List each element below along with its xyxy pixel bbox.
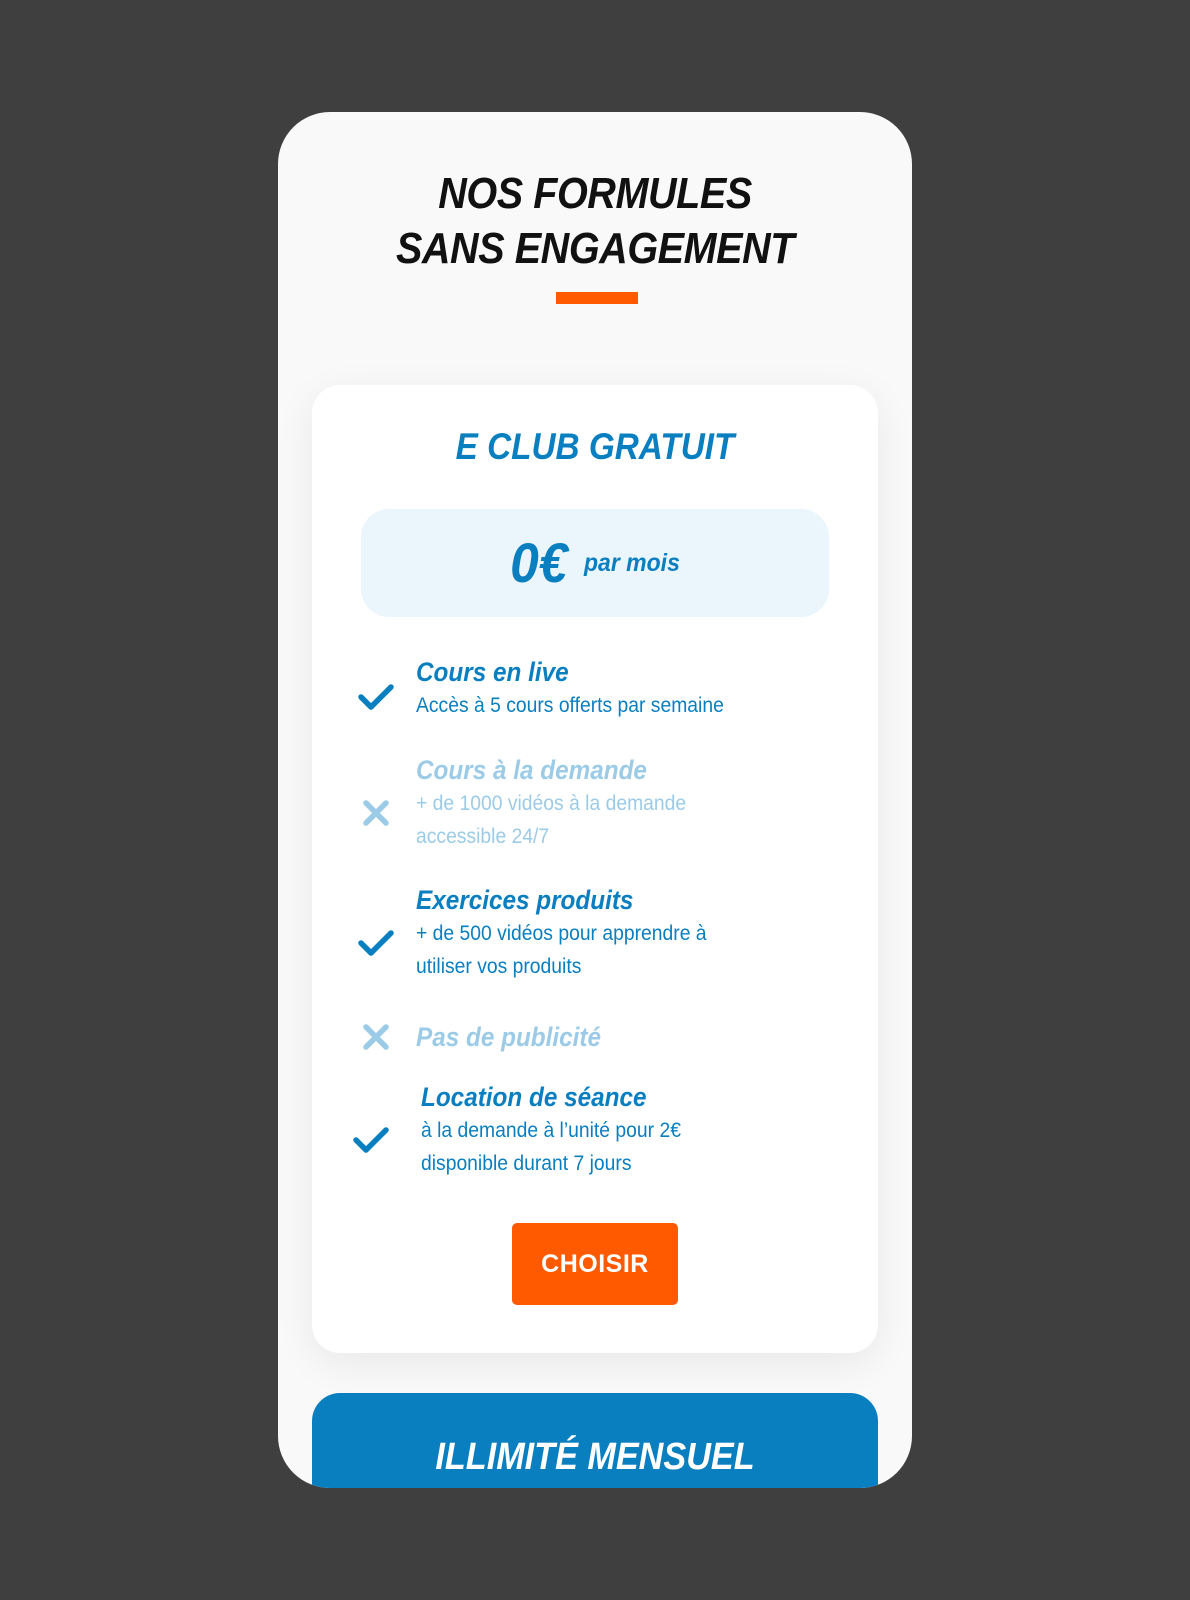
feature-description-line-2: accessible 24/7 (416, 825, 550, 848)
plan-card-free (312, 385, 878, 1353)
choose-button[interactable]: CHOISIR (512, 1223, 678, 1305)
page-title-line-2: SANS ENGAGEMENT (395, 224, 795, 273)
phone-frame (278, 112, 912, 1488)
page-title-line-1: NOS FORMULES (438, 169, 752, 218)
title-underline (556, 292, 638, 304)
price-period: par mois (584, 549, 680, 577)
feature-description: à la demande à l’unité pour 2€ (421, 1119, 681, 1142)
feature-description: Accès à 5 cours offerts par semaine (416, 694, 724, 717)
feature-title: Cours en live (416, 657, 569, 687)
feature-title: Exercices produits (416, 885, 634, 915)
cross-icon (356, 1017, 396, 1057)
feature-title: Cours à la demande (416, 755, 647, 785)
check-icon (356, 677, 396, 717)
price-amount: 0€ (510, 531, 568, 594)
feature-description: + de 500 vidéos pour apprendre à (416, 922, 707, 945)
plan-name: E CLUB GRATUIT (455, 426, 735, 467)
plan-name: ILLIMITÉ MENSUEL (435, 1436, 755, 1478)
plan-card-unlimited-monthly[interactable] (312, 1393, 878, 1488)
page-title (310, 166, 881, 276)
check-icon (356, 923, 396, 963)
price-box (361, 509, 829, 617)
feature-title: Pas de publicité (416, 1022, 602, 1052)
feature-description-line-2: disponible durant 7 jours (421, 1152, 632, 1175)
cross-icon (356, 793, 396, 833)
feature-description-line-2: utiliser vos produits (416, 955, 582, 978)
check-icon (351, 1120, 391, 1160)
feature-description: + de 1000 vidéos à la demande (416, 792, 687, 815)
feature-title: Location de séance (421, 1082, 647, 1112)
